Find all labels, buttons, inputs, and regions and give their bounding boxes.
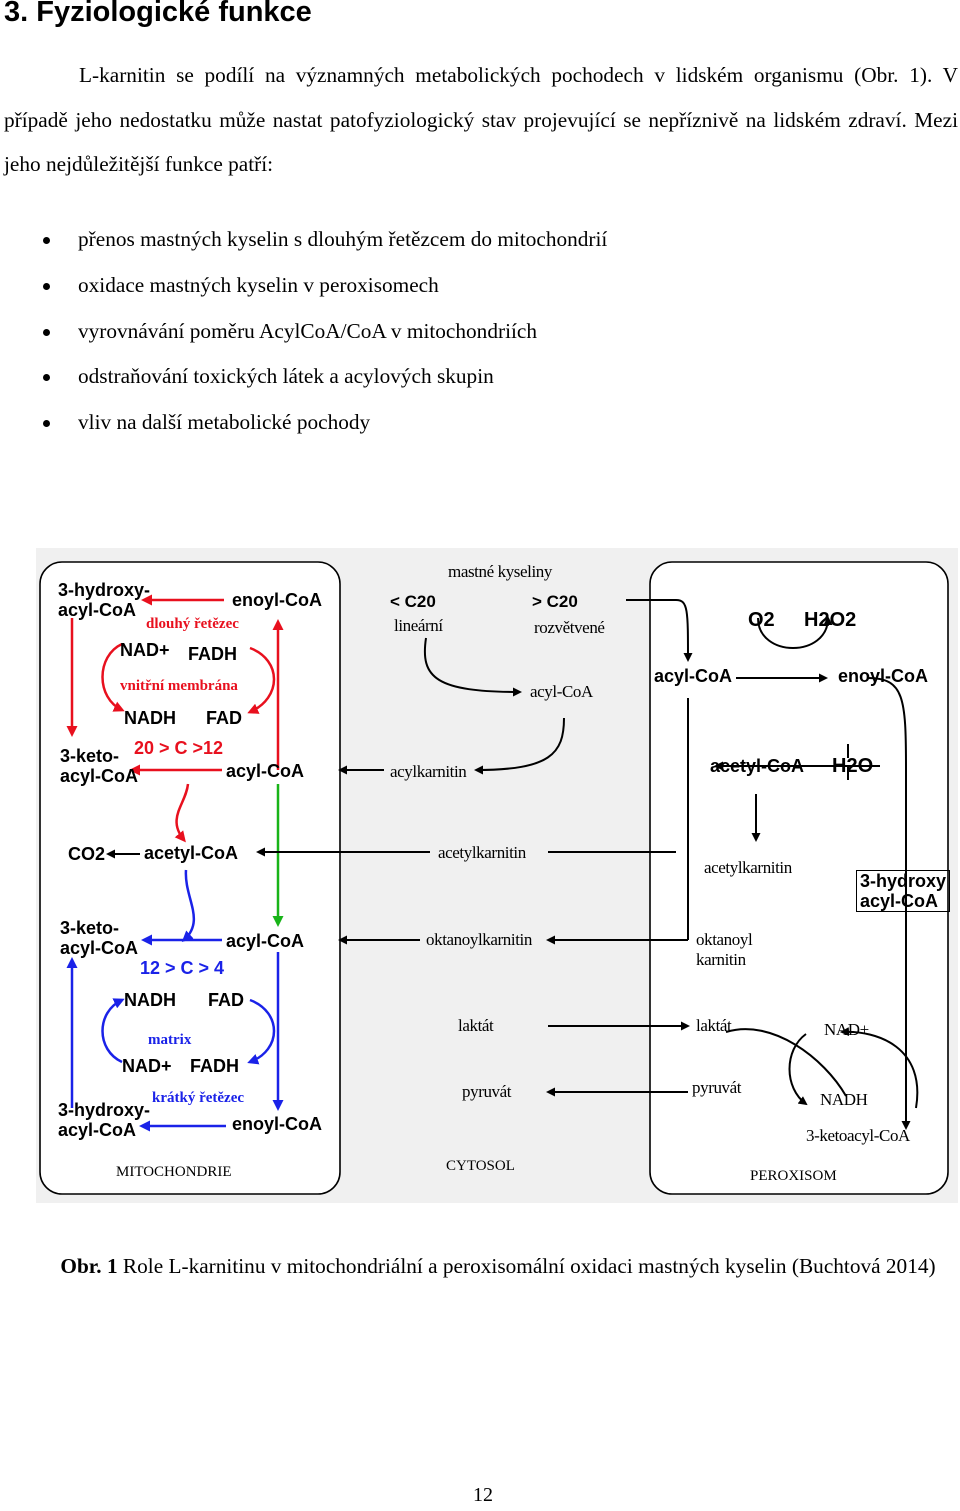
cyto-acylcarnitine: acylkarnitin — [390, 762, 467, 781]
mito-fad-top: FAD — [206, 708, 242, 728]
cyto-acyl-coa: acyl-CoA — [530, 682, 593, 701]
mito-3-keto-acyl-coa-bottom: 3-keto- acyl-CoA — [60, 918, 139, 958]
mito-3-keto-acyl-coa-top: 3-keto- acyl-CoA — [60, 746, 139, 786]
cyto-pyruvate: pyruvát — [462, 1082, 512, 1101]
perox-3-ketoacyl-coa: 3-ketoacyl-CoA — [806, 1126, 910, 1145]
mito-inner-membrane: vnitřní membrána — [120, 678, 238, 694]
page-number: 12 — [473, 1484, 493, 1506]
perox-nad: NAD+ — [824, 1020, 869, 1039]
perox-enoyl-coa: enoyl-CoA — [838, 666, 928, 686]
bullet-icon — [43, 329, 50, 336]
mito-fadh-top: FADH — [188, 644, 237, 664]
carnitine-pathway-figure — [36, 548, 958, 1203]
cyto-octanoylcarnitine: oktanoylkarnitin — [426, 930, 532, 949]
perox-lactate: laktát — [696, 1016, 732, 1035]
mito-box-label: MITOCHONDRIE — [116, 1164, 232, 1180]
perox-acetyl-coa: acetyl-CoA — [710, 756, 805, 776]
mito-nadh-bottom: NADH — [124, 990, 176, 1010]
list-item: vyrovnávání poměru AcylCoA/CoA v mitochondriích — [0, 309, 607, 355]
cyto-lactate: laktát — [458, 1016, 494, 1035]
mito-enoyl-coa-top: enoyl-CoA — [232, 590, 322, 610]
bullet-icon — [43, 420, 50, 427]
mito-short-chain: krátký řetězec — [152, 1090, 245, 1106]
bullet-icon — [43, 374, 50, 381]
perox-o2: O2 — [748, 609, 775, 631]
function-list — [0, 217, 607, 446]
intro-text: L-karnitin se podílí na významných metabolických pochodech v lidském organismu (Obr. 1). V případě jeho nedostatku může nastat patofyziologický stav projevující se nepříznivě na lidském zdraví. Mezi jeho nejdůležitější funkce patří: — [4, 63, 958, 176]
cyto-fatty-acids: mastné kyseliny — [448, 562, 553, 581]
caption-text: Role L-karnitinu v mitochondriální a peroxisomální oxidaci mastných kyselin (Buchtová 2014) — [117, 1254, 936, 1278]
mito-nadh-top: NADH — [124, 708, 176, 728]
perox-nadh: NADH — [820, 1090, 868, 1109]
bullet-icon — [43, 283, 50, 290]
mito-enoyl-coa-bottom: enoyl-CoA — [232, 1114, 322, 1134]
list-item: vliv na další metabolické pochody — [0, 400, 607, 446]
cyto-linear: lineární — [394, 616, 443, 635]
perox-octanoylcarnitine: oktanoyl karnitin — [696, 930, 753, 969]
perox-box-label: PEROXISOM — [750, 1168, 837, 1184]
intro-paragraph — [4, 53, 958, 187]
mito-matrix: matrix — [148, 1032, 192, 1048]
list-item: odstraňování toxických látek a acylových skupin — [0, 354, 607, 400]
mito-acyl-coa-2: acyl-CoA — [226, 931, 305, 951]
mito-long-chain: dlouhý řetězec — [146, 616, 239, 632]
mito-fad-bottom: FAD — [208, 990, 244, 1010]
cyto-acetylcarnitine: acetylkarnitin — [438, 843, 526, 862]
perox-h2o: H2O — [832, 755, 874, 777]
cyto-gt-c20: > C20 — [532, 592, 578, 611]
perox-acetylcarnitine: acetylkarnitin — [704, 858, 792, 877]
section-heading: 3. Fyziologické funkce — [4, 0, 312, 28]
mito-range-short: 12 > C > 4 — [140, 958, 225, 978]
mito-3-hydroxy-acyl-coa-bottom: 3-hydroxy- acyl-CoA — [58, 1100, 151, 1140]
mito-nad-top: NAD+ — [120, 640, 170, 660]
perox-3-hydroxy-acyl-coa: 3-hydroxy acyl-CoA — [856, 870, 950, 912]
mito-3-hydroxy-acyl-coa-top: 3-hydroxy- acyl-CoA — [58, 580, 151, 620]
mito-co2: CO2 — [68, 844, 106, 864]
perox-h2o2: H2O2 — [804, 609, 857, 631]
list-item: přenos mastných kyselin s dlouhým řetězcem do mitochondrií — [0, 217, 607, 263]
cyto-box-label: CYTOSOL — [446, 1158, 515, 1174]
mito-nad-bottom: NAD+ — [122, 1056, 172, 1076]
cyto-branched: rozvětvené — [534, 618, 605, 637]
cyto-lt-c20: < C20 — [390, 592, 436, 611]
bullet-icon — [43, 237, 50, 244]
perox-acyl-coa: acyl-CoA — [654, 666, 733, 686]
figure-labels — [36, 548, 958, 1203]
mito-acetyl-coa: acetyl-CoA — [144, 843, 239, 863]
mito-range-long: 20 > C >12 — [134, 738, 224, 758]
perox-pyruvate: pyruvát — [692, 1078, 742, 1097]
caption-label: Obr. 1 — [60, 1254, 118, 1278]
list-item: oxidace mastných kyselin v peroxisomech — [0, 263, 607, 309]
mito-fadh-bottom: FADH — [190, 1056, 239, 1076]
figure-caption — [0, 1253, 960, 1280]
mito-acyl-coa-1: acyl-CoA — [226, 761, 305, 781]
